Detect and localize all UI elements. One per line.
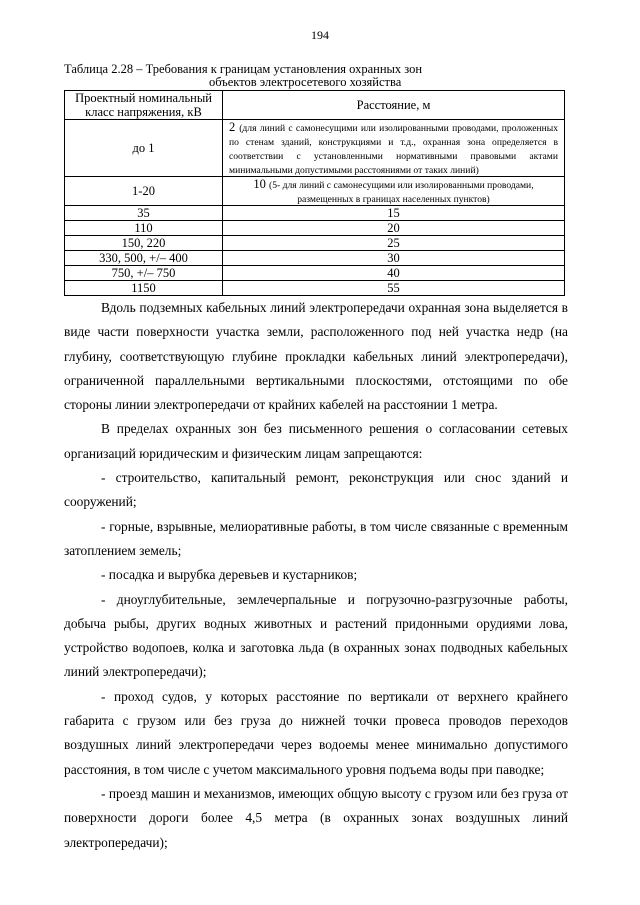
distance-value: 40 <box>223 266 565 281</box>
table-header-row <box>65 91 565 120</box>
distance-value: 20 <box>223 221 565 236</box>
table-row <box>65 251 565 266</box>
table-row <box>65 221 565 236</box>
voltage-cell: 750, +/– 750 <box>65 266 223 281</box>
voltage-cell: 150, 220 <box>65 236 223 251</box>
list-item: - проезд машин и механизмов, имеющих общую высоту с грузом или без груза от поверхности дороги более 4,5 метра (в охранных зонах воздушных линий электропередачи); <box>64 785 568 850</box>
body-text <box>64 296 568 855</box>
header-voltage-class: Проектный номинальный класс напряжения, кВ <box>65 91 223 120</box>
paragraph: В пределах охранных зон без письменного решения о согласовании сетевых организаций юридическим и физическим лицам запрещаются: <box>64 421 568 461</box>
list-item: - посадка и вырубка деревьев и кустарников; <box>101 567 358 583</box>
voltage-cell: 35 <box>65 206 223 221</box>
list-item: - строительство, капитальный ремонт, реконструкция или снос зданий и сооружений; <box>64 470 568 510</box>
table-row <box>65 206 565 221</box>
table-row <box>65 266 565 281</box>
distance-note: (5- для линий с самонесущими или изолированными проводами, размещенных в границах населенных пунктов) <box>269 180 534 205</box>
header-distance: Расстояние, м <box>223 91 565 120</box>
table-row <box>65 281 565 296</box>
table-caption <box>64 63 584 89</box>
caption-line-2: объектов электросетевого хозяйства <box>209 75 402 89</box>
page-number: 194 <box>311 28 329 42</box>
caption-line-1: Таблица 2.28 – Требования к границам установления охранных зон <box>64 62 423 76</box>
distance-value: 10 <box>253 177 266 191</box>
distance-value: 25 <box>223 236 565 251</box>
list-item: - проход судов, у которых расстояние по вертикали от верхнего крайнего габарита с грузом или без груза до нижней точки провеса проводов переходов воздушных линий электропередачи через водоемы менее минимально допустимого расстояния, в том числе с учетом максимального уровня подъема воды при паводке; <box>64 688 568 777</box>
voltage-cell: до 1 <box>65 120 223 177</box>
voltage-cell: 1150 <box>65 281 223 296</box>
table-row <box>65 177 565 206</box>
table-row <box>65 120 565 177</box>
distance-cell <box>223 120 565 177</box>
voltage-cell: 1-20 <box>65 177 223 206</box>
protection-zone-table <box>64 90 565 296</box>
distance-note: (для линий с самонесущими или изолированными проводами, проложенных по стенам зданий, конструкциями и т.д., охранная зона определяется в соответствии с установленными нормативными правовыми актами минимальными допустимыми расстояниями от таких линий) <box>229 123 558 176</box>
voltage-cell: 110 <box>65 221 223 236</box>
list-item: - горные, взрывные, мелиоративные работы, в том числе связанные с временным затоплением земель; <box>64 518 568 558</box>
distance-value: 15 <box>223 206 565 221</box>
distance-value: 30 <box>223 251 565 266</box>
paragraph: Вдоль подземных кабельных линий электропередачи охранная зона выделяется в виде части поверхности участка земли, расположенного под ней участка недр (на глубину, соответствующую глубине прокладки кабельных линий электропередачи), ограниченной параллельными вертикальными плоскостями, отстоящими по обе стороны линии электропередачи от крайних кабелей на расстоянии 1 метра. <box>64 300 568 413</box>
distance-cell <box>223 177 565 206</box>
list-item: - дноуглубительные, землечерпальные и погрузочно-разгрузочные работы, добыча рыбы, других водных животных и растений придонными орудиями лова, устройство водопоев, колка и заготовка льда (в охранных зонах подводных кабельных линий электропередачи); <box>64 591 568 680</box>
distance-value: 2 <box>229 120 236 134</box>
voltage-cell: 330, 500, +/– 400 <box>65 251 223 266</box>
table-row <box>65 236 565 251</box>
distance-value: 55 <box>223 281 565 296</box>
